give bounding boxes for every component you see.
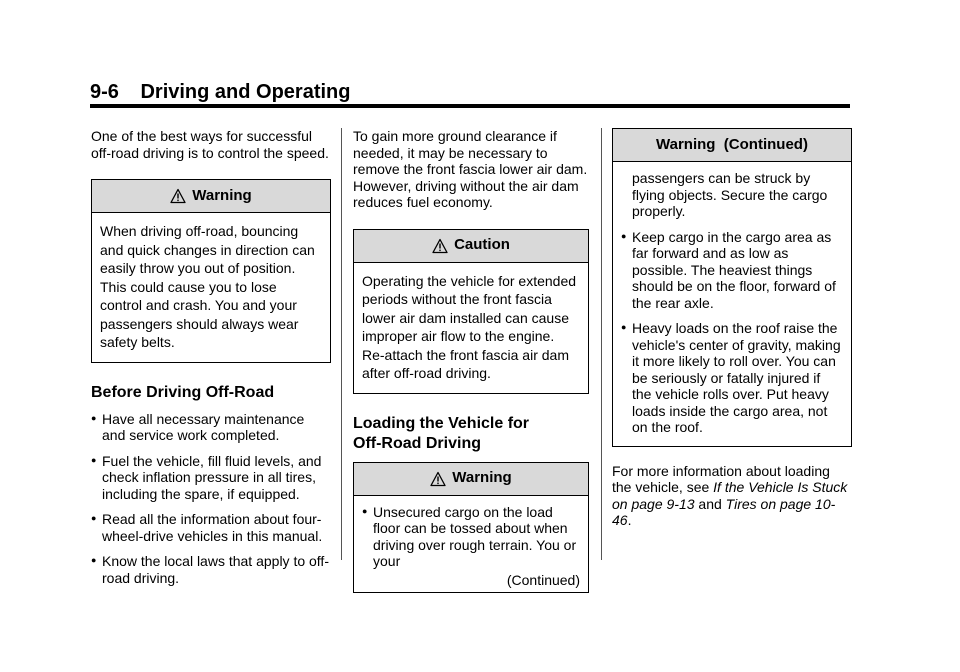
column-1 bbox=[91, 128, 331, 595]
warning-title: Warning bbox=[452, 469, 512, 487]
list-item: ● Know the local laws that apply to off-road driving. bbox=[91, 553, 329, 586]
page-header bbox=[90, 80, 351, 104]
list-item: ● Fuel the vehicle, fill fluid levels, and check inflation pressure in all tires, including the spare, if equipped. bbox=[91, 452, 322, 502]
list-item: ● Heavy loads on the roof raise the vehicle's center of gravity, making it more likely to roll over. You can be seriously or fatally injured if the vehicle rolls over. Put heavy loads inside the cargo area, not on the roof. bbox=[621, 320, 841, 435]
warning-box-header bbox=[92, 180, 330, 213]
header-rule bbox=[90, 104, 850, 108]
warning-box-continued bbox=[612, 128, 852, 447]
warning-box bbox=[353, 462, 589, 594]
list-item: ● Unsecured cargo on the load floor can be tossed about when driving over rough terrain. You or your bbox=[362, 503, 577, 569]
section-heading: Loading the Vehicle for Off-Road Driving bbox=[353, 414, 530, 452]
list-item: ● Keep cargo in the cargo area as far forward and as low as possible. The heaviest things should be on the floor, forward of the rear axle. bbox=[621, 228, 836, 311]
warning-box-header bbox=[613, 129, 851, 162]
caution-box-header bbox=[354, 230, 588, 263]
warning-triangle-icon bbox=[430, 471, 446, 487]
caution-box bbox=[353, 229, 589, 394]
column-divider bbox=[601, 128, 602, 560]
bullet-dot-icon: ● bbox=[91, 513, 97, 523]
more-info-paragraph: For more information about loading the vehicle, see If the Vehicle Is Stuck on page 9-13 and Tires on page 10-46. bbox=[612, 462, 848, 528]
bullet-list bbox=[91, 411, 331, 587]
warning-body bbox=[613, 162, 851, 446]
continuation-text: passengers can be struck by flying objects. Secure the cargo properly. bbox=[632, 170, 828, 219]
bullet-list bbox=[362, 504, 580, 570]
intro-paragraph: To gain more ground clearance if needed, it may be necessary to remove the front fascia lower air dam. However, driving without the air dam reduces fuel economy. bbox=[353, 128, 588, 210]
caution-triangle-icon bbox=[432, 238, 448, 254]
warning-title: Warning (Continued) bbox=[656, 135, 808, 153]
caution-title: Caution bbox=[454, 236, 510, 254]
bullet-list bbox=[621, 229, 843, 436]
cross-reference-link[interactable]: Tires on page 10-46 bbox=[612, 495, 836, 528]
warning-body bbox=[354, 496, 588, 593]
bullet-dot-icon: ● bbox=[91, 412, 97, 423]
column-3 bbox=[612, 128, 852, 529]
caution-body: Operating the vehicle for extended periods without the front fascia lower air dam installed can cause improper air flow to the engine. Re-attach the front fascia air dam after off-road driving. bbox=[362, 272, 577, 381]
cross-reference-link[interactable]: If the Vehicle Is Stuck on page 9-13 bbox=[612, 479, 848, 512]
bullet-dot-icon: ● bbox=[362, 505, 368, 516]
section-heading: Before Driving Off-Road bbox=[91, 383, 275, 401]
intro-paragraph: One of the best ways for successful off-road driving is to control the speed. bbox=[91, 128, 329, 161]
warning-triangle-icon bbox=[170, 188, 186, 204]
bullet-dot-icon: ● bbox=[91, 555, 97, 565]
column-divider bbox=[341, 128, 342, 560]
continued-label: (Continued) bbox=[506, 571, 580, 588]
warning-box-header bbox=[354, 463, 588, 496]
warning-box bbox=[91, 179, 331, 363]
warning-body: When driving off-road, bouncing and quick changes in direction can easily throw you out of position. This could cause you to lose control and crash. You and your passengers should always wear safety belts. bbox=[100, 223, 315, 350]
warning-title: Warning bbox=[192, 186, 252, 204]
bullet-dot-icon: ● bbox=[621, 230, 627, 241]
list-item: ● Have all necessary maintenance and service work completed. bbox=[91, 410, 305, 443]
bullet-dot-icon: ● bbox=[621, 322, 627, 332]
section-title: Driving and Operating bbox=[140, 81, 351, 103]
bullet-dot-icon: ● bbox=[91, 454, 97, 465]
column-2 bbox=[353, 128, 589, 613]
list-item: ● Read all the information about four-wheel-drive vehicles in this manual. bbox=[91, 511, 323, 544]
page-number: 9-6 bbox=[90, 81, 119, 103]
